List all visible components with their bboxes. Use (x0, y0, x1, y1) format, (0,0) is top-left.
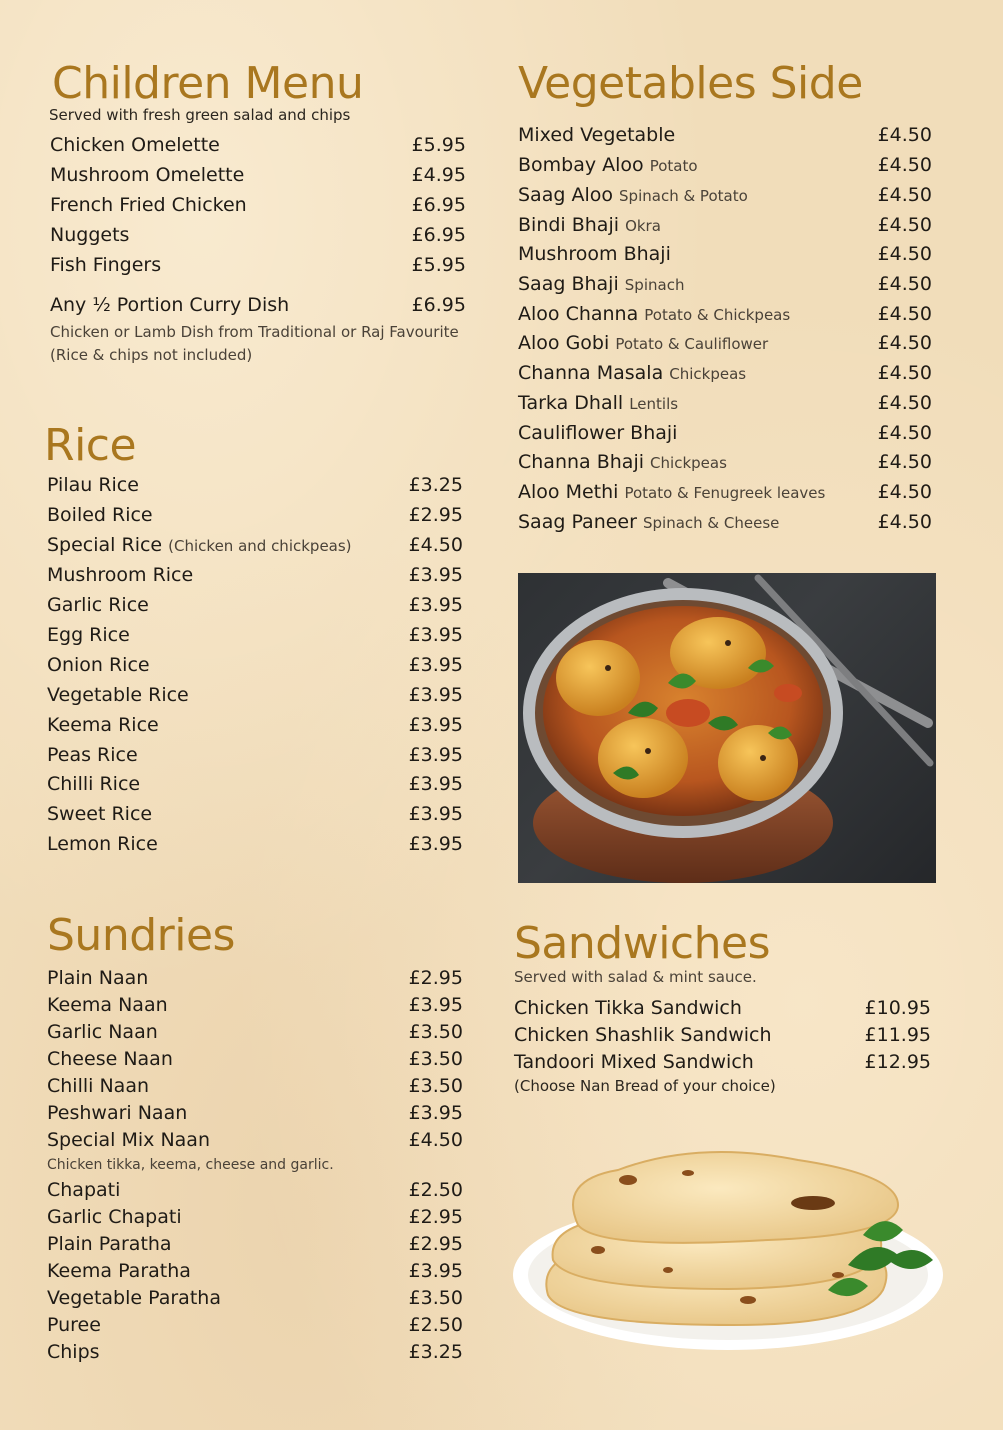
menu-item (47, 623, 463, 651)
item-description: Spinach & Cheese (642, 514, 780, 532)
item-name-text: Bombay Aloo (518, 154, 644, 176)
item-price: £3.95 (408, 684, 463, 706)
menu-item (514, 996, 931, 1024)
item-price: £3.95 (408, 744, 463, 766)
item-price: £2.95 (408, 967, 463, 989)
item-description: Potato & Cauliflower (615, 335, 769, 353)
curry-bowl-illustration (518, 573, 936, 883)
menu-item (47, 533, 463, 561)
item-price: £2.95 (408, 504, 463, 526)
menu-item (47, 1286, 463, 1314)
menu-item (47, 1205, 463, 1233)
item-price: £2.50 (408, 1314, 463, 1336)
item-name (518, 183, 748, 208)
section-title: Vegetables Side (518, 58, 863, 109)
section-title: Rice (44, 420, 137, 471)
item-price: £4.50 (877, 332, 932, 354)
item-name: Sweet Rice (47, 803, 153, 825)
item-price: £4.95 (411, 164, 466, 186)
item-name: Lemon Rice (47, 833, 158, 855)
item-name: Onion Rice (47, 654, 150, 676)
item-name (518, 153, 698, 178)
item-price: £2.95 (408, 1233, 463, 1255)
item-name: Chicken Shashlik Sandwich (514, 1024, 772, 1046)
item-name: Chips (47, 1341, 100, 1363)
item-price: £4.50 (877, 362, 932, 384)
menu-item (47, 772, 463, 800)
menu-item (518, 421, 932, 449)
item-price: £3.50 (408, 1287, 463, 1309)
item-price: £6.95 (411, 294, 466, 316)
menu-item (50, 253, 466, 281)
menu-item (518, 480, 932, 508)
item-name: Mushroom Bhaji (518, 243, 671, 265)
item-name: Cheese Naan (47, 1048, 173, 1070)
item-name (518, 302, 790, 327)
item-name: Garlic Chapati (47, 1206, 182, 1228)
item-name: Chicken Omelette (50, 134, 220, 156)
item-name: Chicken Tikka Sandwich (514, 997, 742, 1019)
item-description: Okra (625, 217, 661, 235)
item-name: French Fried Chicken (50, 194, 247, 216)
menu-item (518, 242, 932, 270)
item-price: £4.50 (877, 392, 932, 414)
menu-item (47, 713, 463, 741)
item-note: (Rice & chips not included) (50, 346, 253, 364)
menu-item (47, 802, 463, 830)
item-name-text: Saag Paneer (518, 511, 637, 533)
item-description: Spinach & Potato (619, 187, 748, 205)
item-price: £12.95 (864, 1051, 931, 1073)
section-title: Sundries (47, 910, 235, 961)
naan-plate-illustration (508, 1125, 948, 1360)
menu-item (50, 223, 466, 251)
item-price: £3.50 (408, 1075, 463, 1097)
menu-item (518, 272, 932, 300)
section-title: Sandwiches (514, 918, 770, 969)
item-name: Mushroom Omelette (50, 164, 245, 186)
item-name: Tandoori Mixed Sandwich (514, 1051, 754, 1073)
item-name: Cauliflower Bhaji (518, 422, 678, 444)
menu-item (514, 1023, 931, 1051)
item-name-text: Aloo Channa (518, 303, 639, 325)
menu-item (50, 193, 466, 221)
item-price: £4.50 (877, 422, 932, 444)
item-price: £3.95 (408, 1102, 463, 1124)
item-name: Chilli Rice (47, 773, 141, 795)
item-price: £4.50 (877, 303, 932, 325)
item-price: £3.95 (408, 994, 463, 1016)
menu-item (47, 653, 463, 681)
item-note: (Choose Nan Bread of your choice) (514, 1077, 776, 1095)
item-name: Egg Rice (47, 624, 130, 646)
item-name: Special Mix Naan (47, 1129, 210, 1151)
item-name: Keema Paratha (47, 1260, 191, 1282)
menu-item (514, 1050, 931, 1078)
item-name-text: Saag Aloo (518, 184, 613, 206)
item-price: £3.95 (408, 1260, 463, 1282)
item-name-text: Bindi Bhaji (518, 214, 620, 236)
item-name: Mixed Vegetable (518, 124, 676, 146)
item-price: £3.95 (408, 833, 463, 855)
section-subtitle: Served with fresh green salad and chips (49, 106, 351, 124)
item-name: Any ½ Portion Curry Dish (50, 294, 290, 316)
item-price: £3.95 (408, 594, 463, 616)
item-name: Chapati (47, 1179, 121, 1201)
menu-item (518, 391, 932, 419)
item-name: Vegetable Rice (47, 684, 189, 706)
menu-item (518, 510, 932, 538)
menu-item (47, 1340, 463, 1368)
item-description: Potato (649, 157, 698, 175)
menu-item (47, 1313, 463, 1341)
item-name-text: Saag Bhaji (518, 273, 619, 295)
item-price: £3.95 (408, 773, 463, 795)
item-price: £2.95 (408, 1206, 463, 1228)
item-price: £4.50 (877, 124, 932, 146)
item-name: Chilli Naan (47, 1075, 150, 1097)
item-name (47, 533, 352, 558)
item-name: Garlic Naan (47, 1021, 158, 1043)
item-name: Pilau Rice (47, 474, 139, 496)
item-name: Vegetable Paratha (47, 1287, 221, 1309)
item-name: Keema Naan (47, 994, 168, 1016)
menu-item (47, 1074, 463, 1102)
menu-item (518, 153, 932, 181)
item-name (518, 510, 779, 535)
menu-item (47, 966, 463, 994)
item-name (518, 331, 768, 356)
item-price: £4.50 (877, 214, 932, 236)
item-note: Chicken tikka, keema, cheese and garlic. (47, 1157, 334, 1173)
item-price: £6.95 (411, 224, 466, 246)
menu-item (47, 993, 463, 1021)
item-name (518, 361, 746, 386)
item-description: Chickpeas (669, 365, 747, 383)
item-price: £5.95 (411, 134, 466, 156)
menu-item (47, 743, 463, 771)
item-price: £5.95 (411, 254, 466, 276)
item-name-text: Special Rice (47, 534, 163, 556)
menu-item (47, 683, 463, 711)
menu-item (47, 593, 463, 621)
item-name-text: Channa Masala (518, 362, 664, 384)
menu-item (518, 361, 932, 389)
item-name: Fish Fingers (50, 254, 162, 276)
item-name (518, 391, 678, 416)
item-price: £3.95 (408, 564, 463, 586)
menu-item (518, 213, 932, 241)
item-name: Puree (47, 1314, 101, 1336)
item-name-text: Tarka Dhall (518, 392, 624, 414)
item-name (518, 272, 684, 297)
section-title: Children Menu (52, 58, 364, 109)
menu-item (47, 1047, 463, 1075)
item-price: £3.50 (408, 1021, 463, 1043)
item-note: Chicken or Lamb Dish from Traditional or Raj Favourite (50, 323, 459, 341)
item-price: £3.25 (408, 474, 463, 496)
menu-item (47, 503, 463, 531)
item-price: £3.25 (408, 1341, 463, 1363)
item-price: £3.95 (408, 654, 463, 676)
item-price: £4.50 (877, 511, 932, 533)
menu-item (518, 331, 932, 359)
item-name: Plain Paratha (47, 1233, 172, 1255)
item-name: Peas Rice (47, 744, 138, 766)
item-price: £3.95 (408, 803, 463, 825)
item-price: £4.50 (408, 1129, 463, 1151)
item-price: £10.95 (864, 997, 931, 1019)
menu-item (518, 183, 932, 211)
item-description: Spinach (624, 276, 685, 294)
item-price: £6.95 (411, 194, 466, 216)
menu-item (518, 450, 932, 478)
item-name: Boiled Rice (47, 504, 153, 526)
menu-item (47, 563, 463, 591)
item-description: (Chicken and chickpeas) (168, 537, 352, 555)
item-description: Chickpeas (650, 454, 727, 472)
item-description: Potato & Fenugreek leaves (624, 484, 826, 502)
menu-item (518, 123, 932, 151)
item-price: £4.50 (877, 273, 932, 295)
item-name: Peshwari Naan (47, 1102, 188, 1124)
item-name-text: Aloo Methi (518, 481, 619, 503)
item-price: £4.50 (877, 481, 932, 503)
item-price: £2.50 (408, 1179, 463, 1201)
menu-item (47, 1259, 463, 1287)
item-name: Nuggets (50, 224, 130, 246)
item-price: £4.50 (877, 184, 932, 206)
item-name: Plain Naan (47, 967, 149, 989)
item-description: Potato & Chickpeas (644, 306, 791, 324)
section-subtitle: Served with salad & mint sauce. (514, 968, 757, 986)
item-name: Mushroom Rice (47, 564, 194, 586)
menu-item (47, 1128, 463, 1156)
menu-item (47, 1020, 463, 1048)
item-name (518, 213, 661, 238)
menu-item (50, 133, 466, 161)
item-price: £4.50 (877, 154, 932, 176)
item-price: £3.95 (408, 624, 463, 646)
menu-item (518, 302, 932, 330)
item-price: £4.50 (877, 451, 932, 473)
item-name (518, 450, 727, 475)
menu-item (47, 1232, 463, 1260)
item-name-text: Channa Bhaji (518, 451, 644, 473)
menu-item (50, 293, 466, 321)
item-price: £11.95 (864, 1024, 931, 1046)
item-price: £3.95 (408, 714, 463, 736)
menu-item (47, 832, 463, 860)
item-price: £4.50 (408, 534, 463, 556)
naan-bread-photo (508, 1125, 948, 1360)
curry-bowl-photo (518, 573, 936, 883)
item-name-text: Aloo Gobi (518, 332, 610, 354)
menu-item (47, 473, 463, 501)
menu-item (47, 1101, 463, 1129)
menu-item (50, 163, 466, 191)
menu-item (47, 1178, 463, 1206)
item-name (518, 480, 825, 505)
item-name: Keema Rice (47, 714, 159, 736)
item-description: Lentils (629, 395, 679, 413)
item-price: £3.50 (408, 1048, 463, 1070)
item-name: Garlic Rice (47, 594, 149, 616)
item-price: £4.50 (877, 243, 932, 265)
